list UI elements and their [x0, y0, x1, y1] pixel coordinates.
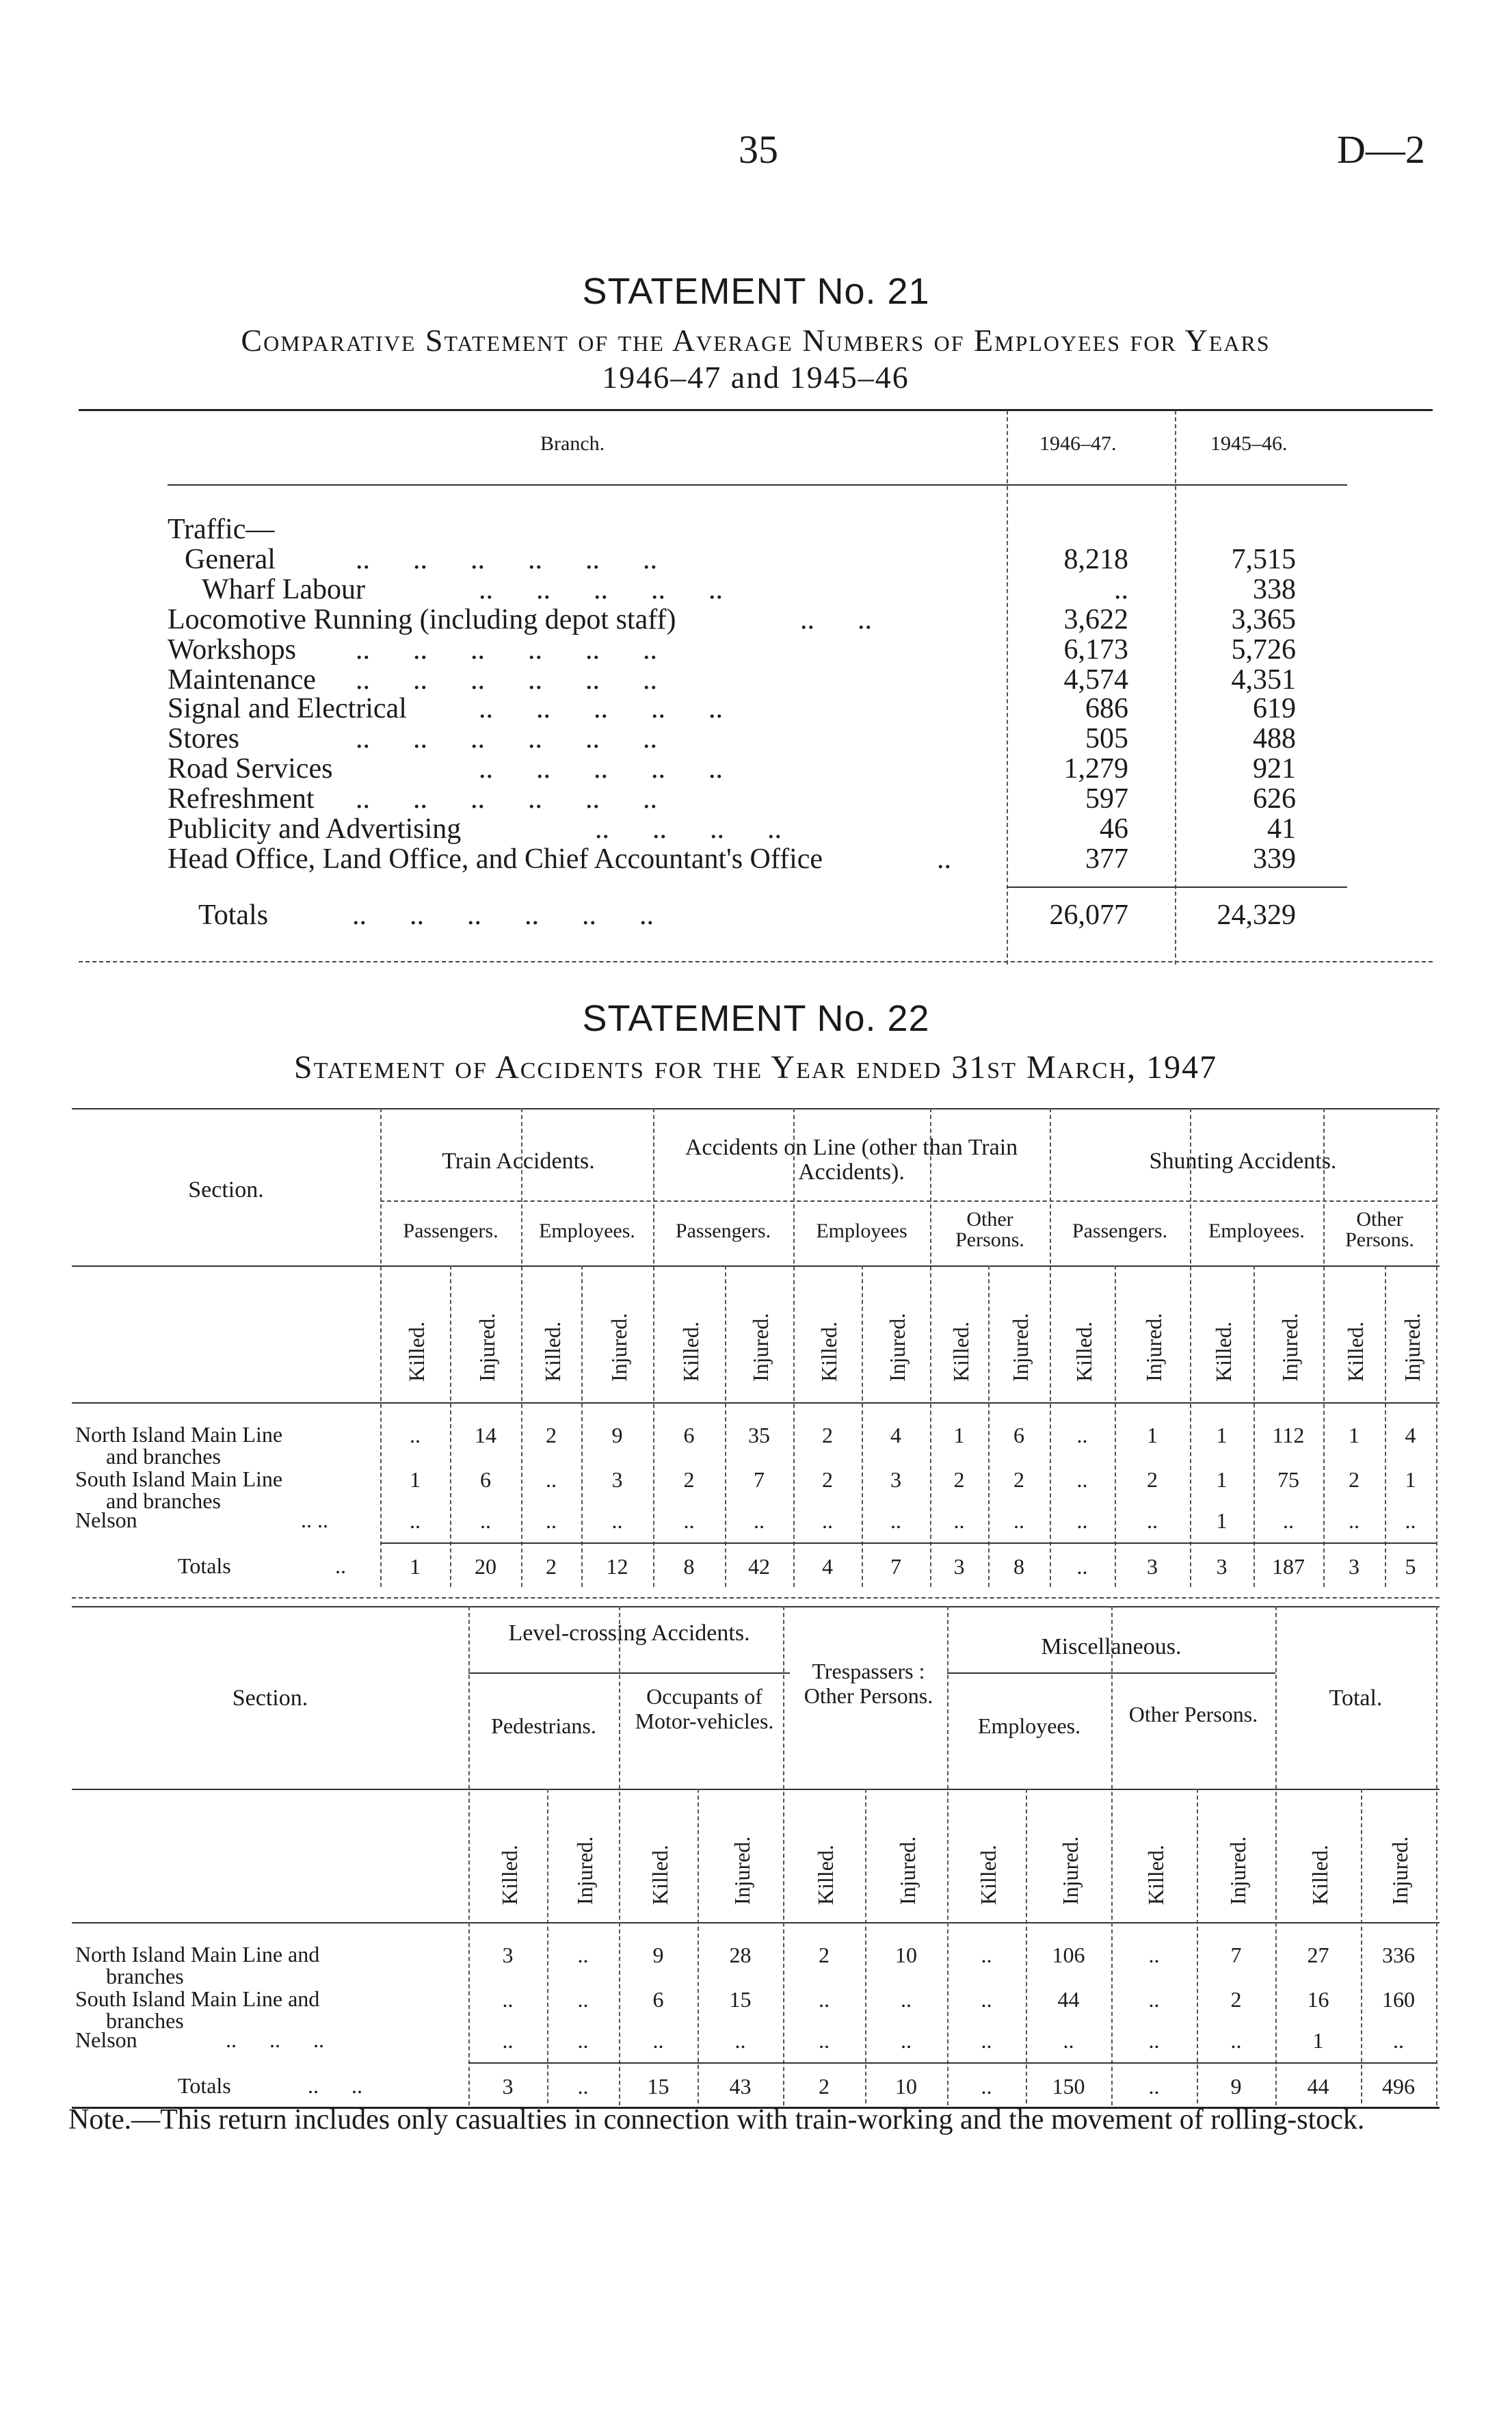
branch-label: General [185, 544, 276, 575]
data-cell: 1 [1312, 2028, 1324, 2053]
value-1945: 5,726 [1231, 634, 1296, 666]
totals-dots: .. .. .. .. .. .. [352, 899, 654, 931]
rule [468, 2062, 1436, 2064]
data-cell: 160 [1382, 1987, 1415, 2012]
data-cell: 6 [1013, 1423, 1024, 1447]
data-cell: 3 [611, 1467, 623, 1492]
killed-header: Killed. [678, 1322, 703, 1382]
total-cell: 10 [895, 2074, 917, 2099]
killed-header: Killed. [540, 1322, 565, 1382]
data-cell: .. [546, 1508, 557, 1533]
data-cell: .. [734, 2028, 746, 2053]
branch-label: Signal and Electrical [168, 693, 407, 724]
data-cell: 2 [683, 1467, 695, 1492]
value-1945: 626 [1253, 783, 1296, 815]
subgroup-header: Employees [816, 1220, 907, 1242]
col-1946-header: 1946–47. [1039, 432, 1117, 455]
totals-label: Totals [178, 2073, 231, 2098]
data-cell: 16 [1307, 1987, 1329, 2012]
data-cell: 2 [819, 1943, 830, 1967]
data-cell: 1 [1349, 1423, 1360, 1447]
section-label: North Island Main Line [75, 1422, 283, 1447]
data-cell: .. [1230, 2028, 1242, 2053]
leader-dots: .. .. .. .. .. .. [356, 783, 657, 815]
totals-label: Totals [178, 1553, 231, 1578]
rule [79, 961, 1433, 962]
leader-dots: .. .. [800, 604, 872, 635]
data-cell: 7 [1230, 1943, 1242, 1967]
killed-header: Killed. [813, 1845, 838, 1905]
branch-label: Road Services [168, 753, 333, 785]
rule [468, 1672, 790, 1674]
col-branch-header: Branch. [540, 432, 605, 455]
data-cell: 1 [1147, 1423, 1158, 1447]
value-1945: 4,351 [1231, 664, 1296, 696]
injured-header: Injured. [885, 1313, 910, 1382]
section-label: South Island Main Line [75, 1467, 283, 1491]
subgroup-employees: Employees. [977, 1713, 1081, 1738]
data-cell: .. [1076, 1508, 1088, 1533]
section-header: Section. [188, 1177, 264, 1203]
branch-label: Traffic— [168, 514, 275, 545]
data-cell: 4 [890, 1423, 901, 1447]
leader-dots: .. [937, 843, 951, 875]
leader-dots: .. .. .. .. .. .. [356, 723, 657, 754]
data-cell: .. [1148, 1987, 1160, 2012]
subgroup-header: Passengers. [403, 1220, 499, 1242]
statement-21-subtitle-line2: 1946–47 and 1945–46 [602, 360, 910, 395]
note: Note.—This return includes only casualties in connection with train-working and the movement of rolling-stock. [68, 2104, 1365, 2136]
data-cell: .. [502, 2028, 514, 2053]
statement-22-title: STATEMENT No. 22 [582, 998, 930, 1039]
section-label: Nelson [75, 2027, 137, 2052]
total-cell: 496 [1382, 2074, 1415, 2099]
leader-dots: .. .. [308, 2073, 362, 2098]
data-cell: 1 [1216, 1423, 1228, 1447]
injured-header: Injured. [572, 1836, 597, 1905]
data-cell: .. [981, 2028, 992, 2053]
killed-header: Killed. [1143, 1845, 1168, 1905]
branch-label: Head Office, Land Office, and Chief Accountant's Office [168, 843, 823, 875]
data-cell: 1 [1216, 1467, 1228, 1492]
total-cell: 8 [683, 1554, 695, 1579]
value-1946: 46 [1100, 813, 1128, 845]
group-total: Total. [1329, 1685, 1383, 1711]
data-cell: 2 [822, 1467, 833, 1492]
data-cell: 9 [611, 1423, 623, 1447]
group-level-crossing: Level-crossing Accidents. [508, 1620, 750, 1646]
total-cell: .. [1148, 2074, 1160, 2099]
statement-21-subtitle-line1: Comparative Statement of the Average Numbers of Employees for Years [241, 323, 1271, 358]
data-cell: 15 [729, 1987, 752, 2012]
group-train-accidents: Train Accidents. [442, 1148, 595, 1174]
value-1946: 377 [1085, 843, 1128, 875]
statement-22-subtitle: Statement of Accidents for the Year ended 31st March, 1947 [293, 1049, 1218, 1086]
data-cell: 336 [1382, 1943, 1415, 1967]
data-cell: .. [1076, 1423, 1088, 1447]
leader-dots: .. .. .. .. .. [479, 753, 723, 785]
group-shunting-accidents: Shunting Accidents. [1149, 1148, 1337, 1174]
subgroup-occupants: Occupants of Motor-vehicles. [635, 1684, 774, 1733]
value-1946: 6,173 [1063, 634, 1128, 666]
group-trespassers: Trespassers : Other Persons. [804, 1659, 933, 1708]
data-cell: .. [822, 1508, 833, 1533]
data-cell: .. [1393, 2028, 1404, 2053]
value-1946: 686 [1085, 693, 1128, 724]
value-1945: 339 [1253, 843, 1296, 875]
total-cell: 3 [953, 1554, 965, 1579]
injured-header: Injured. [475, 1313, 499, 1382]
col-divider [1007, 410, 1008, 964]
subgroup-header: Employees. [1208, 1220, 1305, 1242]
total-cell: 3 [502, 2074, 514, 2099]
totals-label: Totals [198, 899, 269, 931]
data-cell: .. [1076, 1467, 1088, 1492]
value-1945: 41 [1267, 813, 1296, 845]
killed-header: Killed. [1071, 1322, 1096, 1382]
data-cell: .. [901, 2028, 912, 2053]
killed-header: Killed. [975, 1845, 1000, 1905]
data-cell: .. [577, 1987, 589, 2012]
leader-dots: .. .. .. .. .. [479, 574, 723, 605]
leader-dots: .. .. .. .. .. .. [356, 634, 657, 666]
subgroup-header: Other Persons. [1345, 1208, 1414, 1251]
injured-header: Injured. [1225, 1836, 1250, 1905]
value-1946: 8,218 [1063, 544, 1128, 575]
data-cell: .. [1063, 2028, 1074, 2053]
section-label-cont: and branches [106, 1444, 221, 1469]
total-cell: 2 [546, 1554, 557, 1579]
total-cell: .. [981, 2074, 992, 2099]
data-cell: .. [546, 1467, 557, 1492]
data-cell: 2 [822, 1423, 833, 1447]
leader-dots: .. .. .. [226, 2027, 324, 2052]
col-divider [1436, 1108, 1437, 1587]
value-1945: 921 [1253, 753, 1296, 785]
data-cell: .. [1013, 1508, 1024, 1533]
injured-header: Injured. [729, 1836, 754, 1905]
rule [380, 1200, 1436, 1202]
data-cell: 2 [953, 1467, 965, 1492]
killed-header: Killed. [1343, 1322, 1368, 1382]
value-1945: 619 [1253, 693, 1296, 724]
branch-label: Publicity and Advertising [168, 813, 462, 845]
data-cell: 4 [1405, 1423, 1416, 1447]
data-cell: 44 [1057, 1987, 1080, 2012]
rule [380, 1542, 1436, 1544]
rule [72, 1265, 1440, 1267]
total-cell: 43 [729, 2074, 752, 2099]
total-cell: 3 [1349, 1554, 1360, 1579]
data-cell: .. [1349, 1508, 1360, 1533]
killed-header: Killed. [1307, 1845, 1332, 1905]
page-number: 35 [739, 127, 778, 172]
section-label: South Island Main Line and [75, 1986, 320, 2011]
data-cell: .. [683, 1508, 695, 1533]
data-cell: 10 [895, 1943, 917, 1967]
subgroup-header: Employees. [539, 1220, 635, 1242]
value-1946: 597 [1085, 783, 1128, 815]
data-cell: 27 [1307, 1943, 1329, 1967]
col-1945-header: 1945–46. [1210, 432, 1288, 455]
rule [72, 1597, 1440, 1599]
data-cell: 3 [890, 1467, 901, 1492]
data-cell: 1 [410, 1467, 421, 1492]
section-label-cont: and branches [106, 1488, 221, 1513]
branch-label: Locomotive Running (including depot staff) [168, 604, 676, 635]
value-1946: 505 [1085, 723, 1128, 754]
data-cell: .. [981, 1943, 992, 1967]
rule [72, 1789, 1440, 1790]
value-1945: 488 [1253, 723, 1296, 754]
branch-label: Refreshment [168, 783, 315, 815]
data-cell: 1 [1216, 1508, 1228, 1533]
total-cell: 12 [606, 1554, 628, 1579]
injured-header: Injured. [606, 1313, 631, 1382]
data-cell: .. [502, 1987, 514, 2012]
total-cell: 3 [1147, 1554, 1158, 1579]
data-cell: .. [981, 1987, 992, 2012]
data-cell: 9 [652, 1943, 664, 1967]
data-cell: .. [1148, 1943, 1160, 1967]
rule [1007, 886, 1347, 888]
data-cell: .. [1283, 1508, 1294, 1533]
section-label-cont: branches [106, 1964, 184, 1988]
data-cell: .. [410, 1423, 421, 1447]
rule [72, 1922, 1440, 1923]
total-cell: .. [577, 2074, 589, 2099]
col-divider [1436, 1606, 1437, 2105]
data-cell: .. [652, 2028, 664, 2053]
leader-dots: .. .. .. .. .. [479, 693, 723, 724]
branch-label: Stores [168, 723, 239, 754]
leader-dots: .. .. [301, 1508, 328, 1532]
page-reference: D—2 [1337, 127, 1425, 172]
branch-label: Maintenance [168, 664, 316, 696]
data-cell: 2 [1013, 1467, 1024, 1492]
rule [168, 484, 1347, 486]
rule [79, 409, 1433, 411]
section-label-cont: branches [106, 2008, 184, 2033]
leader-dots: .. .. .. .. .. .. [356, 664, 657, 696]
value-1946: 1,279 [1063, 753, 1128, 785]
subgroup-header: Passengers. [675, 1220, 771, 1242]
data-cell: 35 [748, 1423, 770, 1447]
data-cell: 1 [1405, 1467, 1416, 1492]
total-cell: .. [1076, 1554, 1088, 1579]
killed-header: Killed. [404, 1322, 429, 1382]
data-cell: 7 [754, 1467, 765, 1492]
killed-header: Killed. [817, 1322, 841, 1382]
data-cell: .. [901, 1987, 912, 2012]
total-cell: 150 [1052, 2074, 1085, 2099]
total-cell: 1 [410, 1554, 421, 1579]
injured-header: Injured. [1141, 1313, 1166, 1382]
injured-header: Injured. [748, 1313, 773, 1382]
injured-header: Injured. [1388, 1836, 1412, 1905]
total-cell: 20 [475, 1554, 496, 1579]
data-cell: 1 [953, 1423, 965, 1447]
data-cell: .. [1405, 1508, 1416, 1533]
data-cell: .. [754, 1508, 765, 1533]
section-label: Nelson [75, 1508, 137, 1532]
data-cell: 112 [1272, 1423, 1305, 1447]
totals-1945: 24,329 [1217, 899, 1296, 931]
data-cell: .. [480, 1508, 491, 1533]
injured-header: Injured. [895, 1836, 920, 1905]
data-cell: 106 [1052, 1943, 1085, 1967]
total-cell: 3 [1216, 1554, 1228, 1579]
leader-dots: .. .. .. .. [595, 813, 782, 845]
total-cell: 42 [748, 1554, 770, 1579]
total-cell: 8 [1013, 1554, 1024, 1579]
killed-header: Killed. [948, 1322, 973, 1382]
leader-dots: .. .. .. .. .. .. [356, 544, 657, 575]
value-1946: .. [1114, 574, 1128, 605]
data-cell: .. [577, 2028, 589, 2053]
data-cell: 6 [683, 1423, 695, 1447]
data-cell: 14 [475, 1423, 496, 1447]
leader-dots: .. [335, 1553, 346, 1578]
total-cell: 5 [1405, 1554, 1416, 1579]
total-cell: 7 [890, 1554, 901, 1579]
data-cell: .. [819, 1987, 830, 2012]
group-miscellaneous: Miscellaneous. [1041, 1634, 1182, 1659]
data-cell: 2 [1147, 1467, 1158, 1492]
killed-header: Killed. [496, 1845, 522, 1905]
rule [72, 1108, 1440, 1109]
value-1945: 7,515 [1231, 544, 1296, 575]
total-cell: 187 [1272, 1554, 1305, 1579]
data-cell: 6 [480, 1467, 491, 1492]
total-cell: 2 [819, 2074, 830, 2099]
totals-1946: 26,077 [1049, 899, 1128, 931]
injured-header: Injured. [1277, 1313, 1302, 1382]
section-header: Section. [232, 1685, 308, 1711]
data-cell: .. [953, 1508, 965, 1533]
injured-header: Injured. [1057, 1836, 1083, 1905]
rule [72, 1402, 1440, 1404]
total-cell: 44 [1307, 2074, 1329, 2099]
injured-header: Injured. [1399, 1313, 1424, 1382]
col-divider [1175, 410, 1176, 964]
killed-header: Killed. [647, 1845, 672, 1905]
subgroup-other-persons: Other Persons. [1128, 1702, 1258, 1726]
data-cell: 28 [729, 1943, 752, 1967]
value-1945: 338 [1253, 574, 1296, 605]
data-cell: .. [577, 1943, 589, 1967]
data-cell: .. [890, 1508, 901, 1533]
branch-label: Wharf Labour [202, 574, 366, 605]
data-cell: 75 [1277, 1467, 1299, 1492]
subgroup-pedestrians: Pedestrians. [491, 1713, 596, 1738]
value-1946: 3,622 [1063, 604, 1128, 635]
section-label: North Island Main Line and [75, 1942, 320, 1967]
subgroup-header: Passengers. [1072, 1220, 1168, 1242]
statement-21-title: STATEMENT No. 21 [582, 271, 930, 312]
killed-header: Killed. [1210, 1322, 1236, 1382]
rule [72, 1606, 1440, 1607]
data-cell: .. [1148, 2028, 1160, 2053]
total-cell: 15 [647, 2074, 669, 2099]
group-line-accidents: Accidents on Line (other than Train Accidents). [685, 1135, 1018, 1185]
data-cell: 2 [1349, 1467, 1360, 1492]
data-cell: 6 [652, 1987, 664, 2012]
data-cell: 2 [546, 1423, 557, 1447]
data-cell: 3 [502, 1943, 514, 1967]
data-cell: .. [1147, 1508, 1158, 1533]
data-cell: .. [819, 2028, 830, 2053]
total-cell: 4 [822, 1554, 833, 1579]
data-cell: .. [611, 1508, 623, 1533]
injured-header: Injured. [1008, 1313, 1033, 1382]
value-1945: 3,365 [1231, 604, 1296, 635]
subgroup-header: Other Persons. [955, 1208, 1024, 1251]
value-1946: 4,574 [1063, 664, 1128, 696]
data-cell: 2 [1230, 1987, 1242, 2012]
branch-label: Workshops [168, 634, 296, 666]
total-cell: 9 [1230, 2074, 1242, 2099]
data-cell: .. [410, 1508, 421, 1533]
